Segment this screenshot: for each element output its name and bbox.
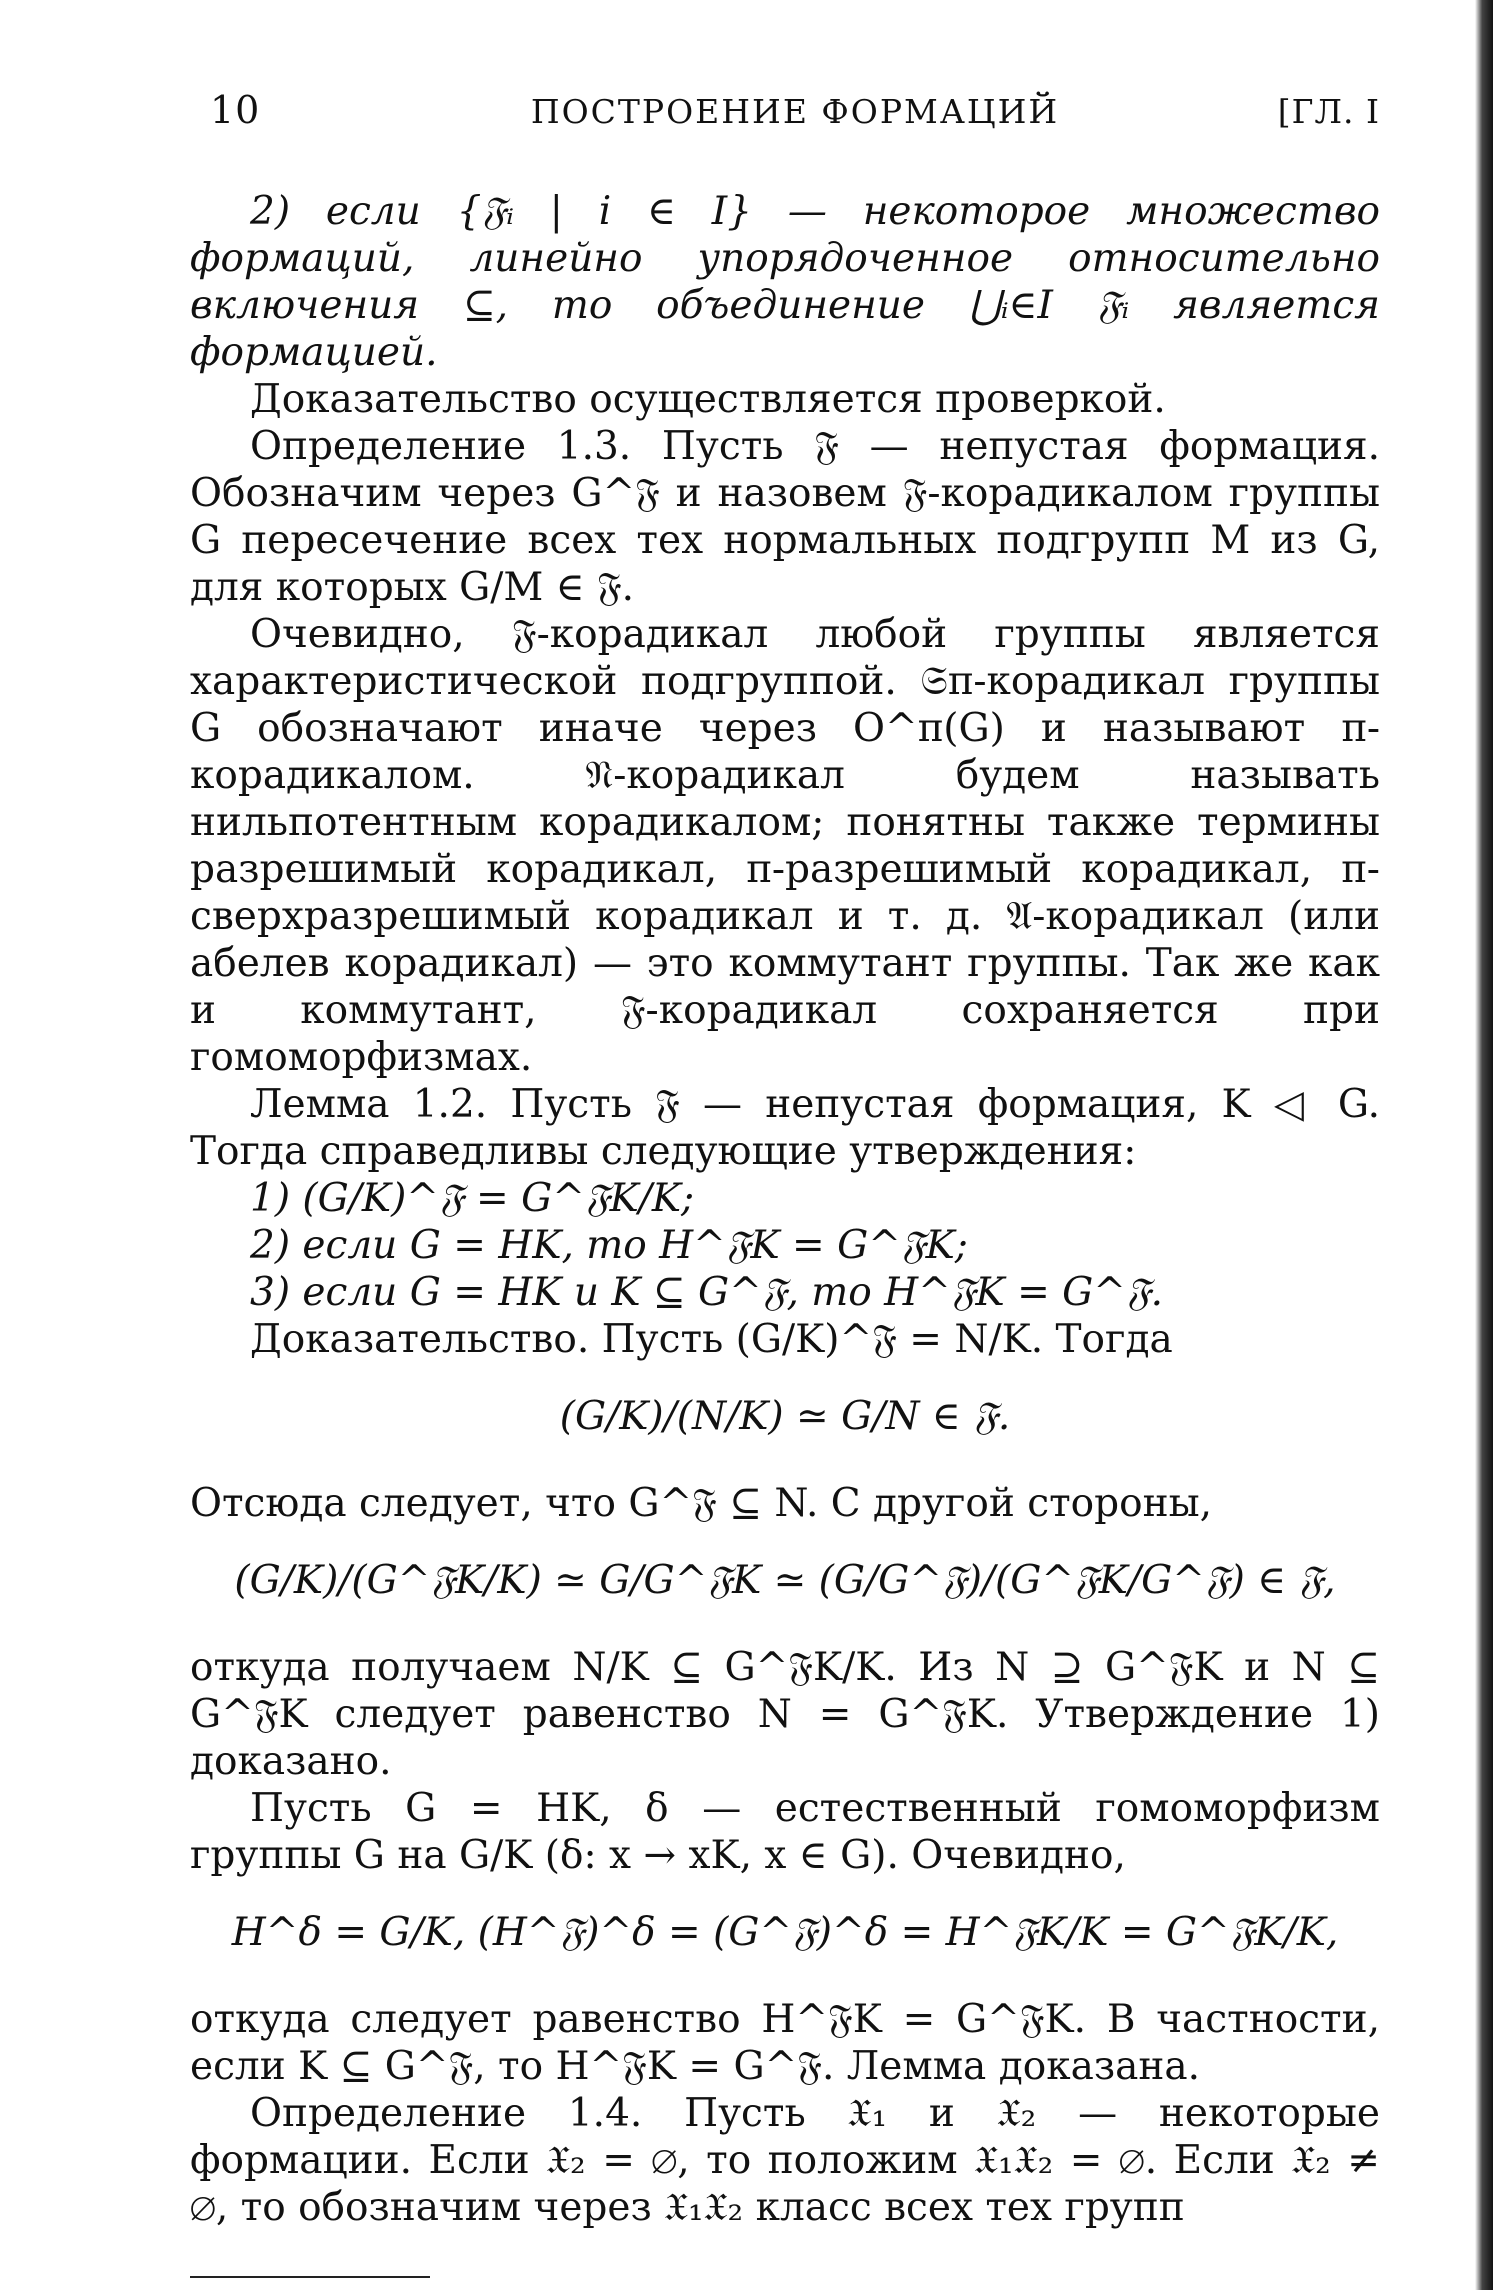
- running-header: [210, 88, 1380, 148]
- running-title: ПОСТРОЕНИЕ ФОРМАЦИЙ: [530, 92, 1060, 131]
- lemma-item-2: 2) если G = HK, то H^𝔉K = G^𝔉K;: [250, 1223, 968, 1268]
- definition-1-3: Определение 1.3. Пусть 𝔉 — непустая формация. Обозначим через G^𝔉 и назовем 𝔉-корадикалом группы G пересечение всех тех нормальных подгрупп M из G, для которых G/M ∈ 𝔉.: [190, 424, 1380, 610]
- paragraph-homomorphism: Пусть G = HK, δ — естественный гомоморфизм группы G на G/K (δ: x → xK, x ∈ G). Очевидно,: [190, 1786, 1380, 1878]
- page-number: 10: [210, 88, 261, 132]
- proof-start: Доказательство. Пусть (G/K)^𝔉 = N/K. Тогда: [250, 1317, 1173, 1362]
- paragraph-hence: Отсюда следует, что G^𝔉 ⊆ N. С другой стороны,: [190, 1481, 1213, 1526]
- formula-1: (G/K)/(N/K) ≃ G/N ∈ 𝔉.: [559, 1394, 1011, 1439]
- lemma-item-3: 3) если G = HK и K ⊆ G^𝔉, то H^𝔉K = G^𝔉.: [250, 1270, 1164, 1315]
- lemma-item-1: 1) (G/K)^𝔉 = G^𝔉K/K;: [250, 1176, 695, 1221]
- footnote-rule: [190, 2276, 430, 2278]
- chapter-label: [ГЛ. I: [1277, 92, 1380, 131]
- page-edge-shadow: [1475, 0, 1493, 2290]
- statement-2-italic: 2) если {𝔉ᵢ | i ∈ I} — некоторое множество формаций, линейно упорядоченное относительно включения ⊆, то объединение ⋃ᵢ∈I 𝔉ᵢ является формацией.: [190, 189, 1380, 375]
- paragraph-proof-check: Доказательство осуществляется проверкой.: [250, 377, 1166, 422]
- definition-1-4: Определение 1.4. Пусть 𝔛₁ и 𝔛₂ — некоторые формации. Если 𝔛₂ = ∅, то положим 𝔛₁𝔛₂ = ∅. Если 𝔛₂ ≠ ∅, то обозначим через 𝔛₁𝔛₂ класс всех тех групп: [190, 2091, 1380, 2230]
- body-text: [190, 188, 1380, 2231]
- lemma-1-2: Лемма 1.2. Пусть 𝔉 — непустая формация, K ◁ G. Тогда справедливы следующие утверждения:: [190, 1082, 1380, 1174]
- formula-3: H^δ = G/K, (H^𝔉)^δ = (G^𝔉)^δ = H^𝔉K/K = G^𝔉K/K,: [231, 1910, 1339, 1955]
- paragraph-statement-1-proved: откуда получаем N/K ⊆ G^𝔉K/K. Из N ⊇ G^𝔉K и N ⊆ G^𝔉K следует равенство N = G^𝔉K. Утверждение 1) доказано.: [190, 1645, 1380, 1784]
- paragraph-coradical: Очевидно, 𝔉-корадикал любой группы является характеристической подгруппой. 𝔖π-корадикал группы G обозначают иначе через O^π(G) и называют π-корадикалом. 𝔑-корадикал будем называть нильпотентным корадикалом; понятны также термины разрешимый корадикал, π-разрешимый корадикал, π-сверхразрешимый корадикал и т. д. 𝔄-корадикал (или абелев корадикал) — это коммутант группы. Так же как и коммутант, 𝔉-корадикал сохраняется при гомоморфизмах.: [190, 612, 1380, 1080]
- formula-2: (G/K)/(G^𝔉K/K) ≃ G/G^𝔉K ≃ (G/G^𝔉)/(G^𝔉K/G^𝔉) ∈ 𝔉,: [234, 1558, 1336, 1603]
- paragraph-lemma-proved: откуда следует равенство H^𝔉K = G^𝔉K. В частности, если K ⊆ G^𝔉, то H^𝔉K = G^𝔉. Лемма доказана.: [190, 1997, 1380, 2089]
